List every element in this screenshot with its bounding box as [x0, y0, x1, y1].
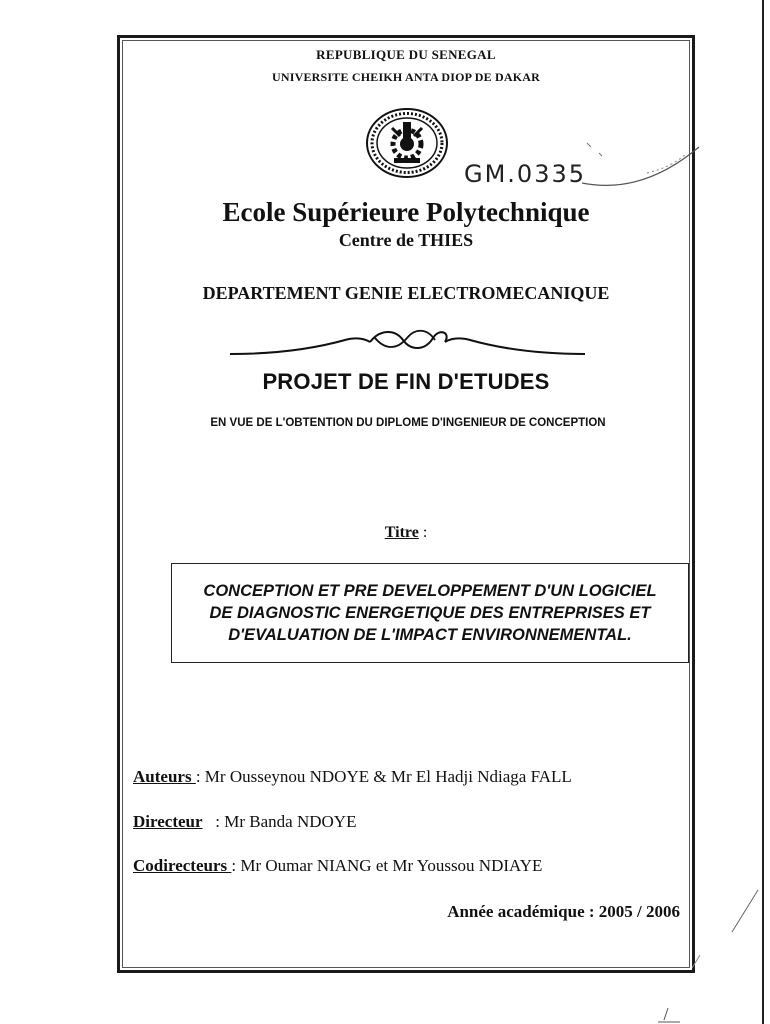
thesis-title: CONCEPTION ET PRE DEVELOPPEMENT D'UN LOGICIEL DE DIAGNOSTIC ENERGETIQUE DES ENTREPRISES ET D'EVALUATION DE L'IMPACT ENVIRONNEMENTAL.	[203, 582, 657, 644]
codirectors-line	[133, 856, 542, 876]
authors-line	[133, 767, 572, 787]
university-heading: UNIVERSITE CHEIKH ANTA DIOP DE DAKAR	[271, 70, 541, 84]
school-name: Ecole Supérieure Polytechnique	[222, 197, 590, 227]
title-label-suffix: :	[418, 524, 428, 541]
academic-year: Année académique : 2005 / 2006	[447, 902, 680, 921]
director-value: : Mr Banda NDOYE	[202, 812, 357, 831]
authors-value: : Mr Ousseynou NDOYE & Mr El Hadji Ndiaga FALL	[195, 767, 572, 786]
pencil-marks-icon	[640, 880, 760, 1024]
diploma-purpose: EN VUE DE L'OBTENTION DU DIPLOME D'INGENIEUR DE CONCEPTION	[210, 417, 606, 429]
codirectors-value: : Mr Oumar NIANG et Mr Youssou NDIAYE	[231, 856, 543, 875]
project-heading: PROJET DE FIN D'ETUDES	[262, 369, 550, 394]
title-label	[117, 524, 695, 542]
title-label-text: Titre	[384, 524, 419, 541]
ornamental-divider-icon	[225, 324, 590, 364]
republic-heading: REPUBLIQUE DU SENEGAL	[316, 47, 496, 62]
department-name: DEPARTEMENT GENIE ELECTROMECANIQUE	[202, 283, 610, 303]
director-label: Directeur	[133, 812, 203, 831]
page-edge-line	[762, 0, 764, 1024]
authors-label: Auteurs	[133, 767, 196, 786]
director-line	[133, 812, 356, 832]
library-code-stamp: GM.0335	[464, 160, 587, 188]
codirectors-label: Codirecteurs	[133, 856, 232, 875]
university-seal-icon	[364, 106, 450, 180]
title-box	[171, 563, 689, 663]
documentation-stamp-icon	[577, 125, 707, 205]
centre-name: Centre de THIES	[338, 230, 474, 250]
